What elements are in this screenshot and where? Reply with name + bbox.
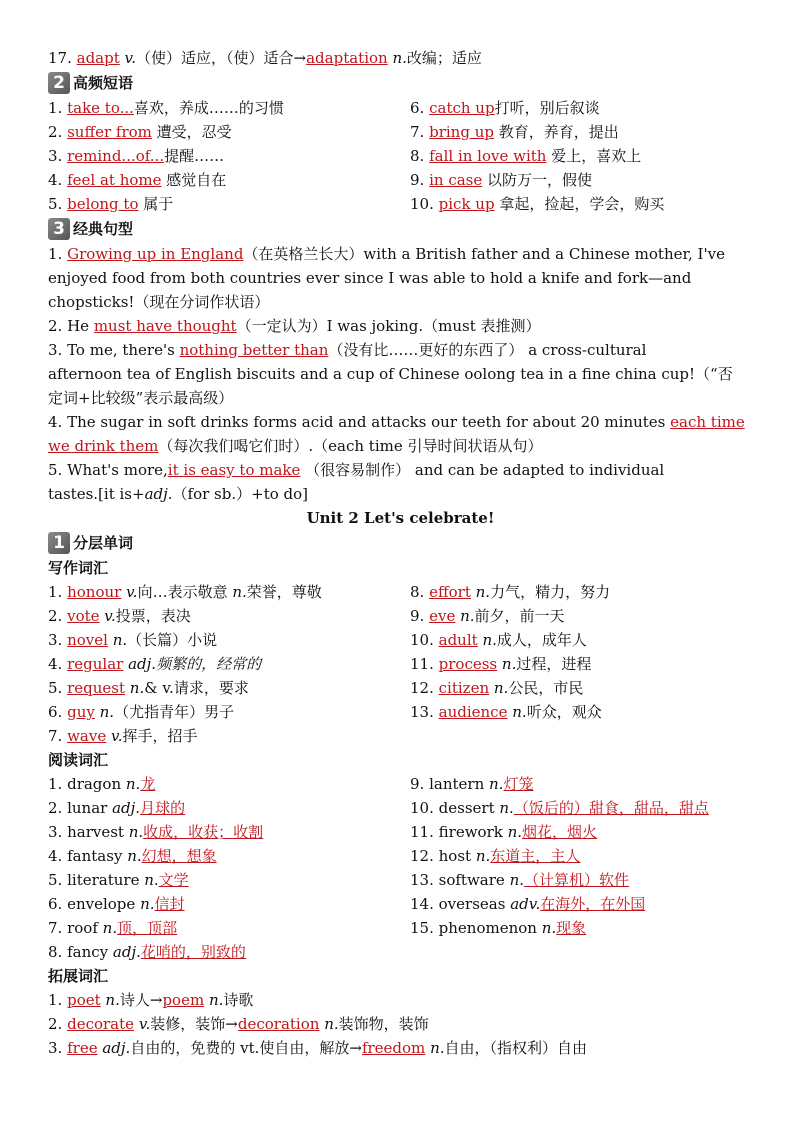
- vocab-item: [410, 892, 753, 916]
- vocab-row: [48, 772, 753, 796]
- extension-item: [48, 1012, 753, 1036]
- section-sentences-heading: [48, 216, 753, 242]
- answer-meaning: 花哨的，别致的: [140, 943, 246, 961]
- vocab-item-17: [48, 46, 753, 70]
- item-number: 4.: [48, 847, 63, 865]
- vocab-item: [48, 652, 410, 676]
- phrase-item: 10. pick up 拿起，捡起，学会，购买: [410, 195, 665, 213]
- extension-vocab-list: [48, 988, 753, 1060]
- answer-meaning: 灯笼: [503, 775, 534, 793]
- answer-word: free: [67, 1039, 98, 1057]
- part-of-speech: n.: [512, 703, 527, 721]
- answer-meaning: 收成，收获；收割: [143, 823, 264, 841]
- answer-phrase: belong to: [67, 195, 139, 213]
- part-of-speech: n.: [324, 1015, 339, 1033]
- answer-meaning: 现象: [556, 919, 587, 937]
- vocab-row: [48, 916, 753, 940]
- meaning: 向…表示敬意: [137, 583, 233, 601]
- vocab-row: [48, 892, 753, 916]
- part-of-speech: n.: [489, 775, 504, 793]
- answer-phrase: fall in love with: [429, 147, 547, 165]
- part-of-speech: n.: [144, 871, 159, 889]
- vocab-item: [48, 604, 410, 628]
- meaning: 自由的，免费的 vt.使自由，解放: [130, 1039, 350, 1057]
- answer-meaning: 顶，顶部: [117, 919, 178, 937]
- item-number: 7.: [48, 919, 63, 937]
- item-number: 5.: [48, 679, 63, 697]
- item-number: 17.: [48, 49, 72, 67]
- vocab-item: [48, 820, 410, 844]
- vocab-item: [410, 844, 753, 868]
- item-number: 2.: [48, 799, 63, 817]
- answer-meaning: （计算机）软件: [524, 871, 630, 889]
- vocab-item: [48, 676, 410, 700]
- vocab-row: [48, 796, 753, 820]
- part-of-speech: n.: [392, 49, 407, 67]
- answer-meaning: （饭后的）甜食，甜品，甜点: [513, 799, 709, 817]
- vocab-row: [48, 700, 753, 724]
- answer-word: adult: [438, 631, 478, 649]
- meaning: 过程，进程: [516, 655, 592, 673]
- phrase-item: 5. belong to 属于: [48, 195, 174, 213]
- vocab-row: [48, 868, 753, 892]
- meaning: 诗歌: [223, 991, 254, 1009]
- part-of-speech: n.: [541, 919, 557, 937]
- vocab-item: [48, 868, 410, 892]
- answer-meaning: 东道主，主人: [490, 847, 581, 865]
- vocab-word: dragon: [67, 775, 122, 793]
- phrase-list: [48, 96, 753, 216]
- answer-word: audience: [438, 703, 508, 721]
- vocab-word: overseas: [438, 895, 506, 913]
- answer-word: process: [438, 655, 498, 673]
- vocab-item: [410, 580, 753, 604]
- part-of-speech: n.: [208, 991, 224, 1009]
- answer-phrase: nothing better than: [179, 341, 329, 359]
- vocab-item: [48, 724, 410, 748]
- item-number: 9.: [410, 607, 425, 625]
- item-number: 3.: [48, 823, 63, 841]
- vocab-word: dessert: [438, 799, 495, 817]
- part-of-speech: n.: [482, 631, 497, 649]
- vocab-word: lunar: [67, 799, 108, 817]
- vocab-item: [48, 916, 410, 940]
- vocab-item: [48, 628, 410, 652]
- vocab-item: [410, 796, 753, 820]
- part-of-speech: n.: [140, 895, 155, 913]
- answer-word: wave: [67, 727, 107, 745]
- part-of-speech: adj.: [128, 655, 157, 673]
- meaning: 诗人: [119, 991, 150, 1009]
- part-of-speech: v.: [138, 1015, 151, 1033]
- vocab-item: [410, 820, 753, 844]
- phrase-item: 9. in case 以防万一，假使: [410, 171, 593, 189]
- meaning: 荣誉，尊敬: [246, 583, 322, 601]
- part-of-speech: n.: [430, 1039, 445, 1057]
- meaning: & v.请求，要求: [144, 679, 249, 697]
- writing-vocab-list: [48, 580, 753, 748]
- phrase-row: [48, 168, 753, 192]
- part-of-speech: n.: [99, 703, 115, 721]
- answer-phrase: pick up: [438, 195, 495, 213]
- part-of-speech: n.: [499, 799, 514, 817]
- part-of-speech: n.: [129, 679, 145, 697]
- vocab-item: [410, 868, 753, 892]
- part-of-speech: v.: [124, 49, 137, 67]
- part-of-speech: n.: [460, 607, 475, 625]
- part-of-speech: v.: [126, 583, 138, 601]
- answer-meaning: 信封: [154, 895, 185, 913]
- item-number: 3.: [48, 631, 63, 649]
- answer-phrase: we drink them: [48, 437, 159, 455]
- part-of-speech: v.: [111, 727, 123, 745]
- sentence-5: 5. What's more,it is easy to make （很容易制作） and can be adapted to individual tastes.[it is+adj.（for sb.）+to do]: [48, 461, 665, 503]
- meaning: 成人，成年人: [496, 631, 587, 649]
- item-number: 1.: [48, 775, 63, 793]
- reading-vocab-list: [48, 772, 753, 964]
- answer-meaning: 在海外，在外国: [540, 895, 646, 913]
- section-number-badge: 1: [48, 532, 70, 554]
- vocab-word: envelope: [67, 895, 136, 913]
- answer-word: decorate: [67, 1015, 135, 1033]
- answer-phrase: take to...: [67, 99, 134, 117]
- part-of-speech: adj.: [102, 1039, 131, 1057]
- answer-phrase: feel at home: [67, 171, 162, 189]
- meaning: 听众，观众: [526, 703, 602, 721]
- phrase-item: 6. catch up打听，别后叙谈: [410, 99, 600, 117]
- section-number-badge: 2: [48, 72, 70, 94]
- phrase-item: 4. feel at home 感觉自在: [48, 171, 227, 189]
- vocab-item: [410, 724, 753, 748]
- vocab-word: software: [438, 871, 505, 889]
- section-words-heading: [48, 530, 753, 556]
- part-of-speech: n.: [475, 847, 491, 865]
- vocab-item: [410, 628, 753, 652]
- vocab-item: [410, 940, 753, 964]
- meaning: 公民，市民: [508, 679, 584, 697]
- sentence-2: 2. He must have thought（一定认为）I was joking.（must 表推测）: [48, 317, 541, 335]
- answer-phrase: must have thought: [93, 317, 237, 335]
- item-number: 7.: [48, 727, 63, 745]
- item-number: 10.: [410, 631, 434, 649]
- item-number: 3.: [48, 1039, 63, 1057]
- part-of-speech: n.: [501, 655, 517, 673]
- item-number: 11.: [410, 823, 434, 841]
- section-number-badge: 3: [48, 218, 70, 240]
- part-of-speech: adj.: [112, 799, 141, 817]
- arrow-icon: →: [293, 49, 307, 67]
- section-title: 分层单词: [73, 534, 134, 552]
- vocab-item: [48, 940, 410, 964]
- answer-derived-word: decoration: [237, 1015, 320, 1033]
- meaning: （尤指青年）男子: [114, 703, 235, 721]
- item-number: 14.: [410, 895, 434, 913]
- phrase-row: [48, 120, 753, 144]
- vocab-item: [48, 796, 410, 820]
- meaning: （使）适应，（使）适合: [136, 49, 294, 67]
- vocab-item: [410, 676, 753, 700]
- sentence-4: 4. The sugar in soft drinks forms acid and attacks our teeth for about 20 minutes each time we drink them（每次我们喝它们时）.（each time 引导时间状语从句）: [48, 413, 745, 455]
- extension-item: [48, 988, 753, 1012]
- item-number: 4.: [48, 655, 63, 673]
- phrase-row: [48, 144, 753, 168]
- item-number: 2.: [48, 607, 63, 625]
- item-number: 13.: [410, 703, 434, 721]
- vocab-row: [48, 724, 753, 748]
- phrase-item: 2. suffer from 遭受，忍受: [48, 123, 232, 141]
- item-number: 5.: [48, 871, 63, 889]
- extension-item: [48, 1036, 753, 1060]
- phrase-row: [48, 96, 753, 120]
- answer-meaning: 幻想，想象: [141, 847, 217, 865]
- answer-phrase: in case: [429, 171, 483, 189]
- item-number: 13.: [410, 871, 434, 889]
- item-number: 12.: [410, 847, 434, 865]
- arrow-icon: →: [225, 1015, 238, 1033]
- answer-phrase: suffer from: [67, 123, 152, 141]
- meaning: 自由，（指权利）自由: [444, 1039, 588, 1057]
- vocab-item: [48, 892, 410, 916]
- arrow-icon: →: [349, 1039, 362, 1057]
- section-phrases-heading: [48, 70, 753, 96]
- phrase-row: [48, 192, 753, 216]
- vocab-word: phenomenon: [438, 919, 537, 937]
- vocab-word: host: [438, 847, 472, 865]
- subsection-writing-title: 写作词汇: [48, 559, 109, 577]
- meaning: 频繁的，经常的: [156, 655, 262, 673]
- subsection-extension-title: 拓展词汇: [48, 967, 109, 985]
- answer-phrase: remind...of...: [67, 147, 165, 165]
- vocab-item: [410, 604, 753, 628]
- answer-word: request: [67, 679, 126, 697]
- vocab-row: [48, 820, 753, 844]
- item-number: 2.: [48, 1015, 63, 1033]
- vocab-item: [48, 700, 410, 724]
- meaning: 投票，表决: [115, 607, 191, 625]
- answer-derived-word: poem: [162, 991, 205, 1009]
- vocab-word: fantasy: [67, 847, 123, 865]
- vocab-item: [48, 844, 410, 868]
- vocab-word: roof: [67, 919, 98, 937]
- answer-word: citizen: [438, 679, 490, 697]
- vocab-word: fancy: [67, 943, 109, 961]
- phrase-item: 3. remind...of...提醒……: [48, 147, 225, 165]
- part-of-speech: n.: [507, 823, 523, 841]
- vocab-row: [48, 580, 753, 604]
- part-of-speech: n.: [102, 919, 118, 937]
- item-number: 9.: [410, 775, 425, 793]
- phrase-item: 1. take to...喜欢，养成……的习惯: [48, 99, 284, 117]
- answer-word: novel: [67, 631, 108, 649]
- section-title: 高频短语: [73, 74, 134, 92]
- meaning: （长篇）小说: [127, 631, 218, 649]
- answer-meaning: 月球的: [140, 799, 186, 817]
- answer-phrase: bring up: [429, 123, 494, 141]
- part-of-speech: n.: [112, 631, 128, 649]
- answer-word: adapt: [76, 49, 120, 67]
- part-of-speech: v.: [104, 607, 116, 625]
- meaning: 挥手，招手: [122, 727, 198, 745]
- answer-meaning: 龙: [140, 775, 156, 793]
- item-number: 6.: [48, 703, 63, 721]
- item-number: 12.: [410, 679, 434, 697]
- meaning: 装饰物，装饰: [338, 1015, 429, 1033]
- meaning: 力气，精力，努力: [490, 583, 611, 601]
- part-of-speech: n.: [232, 583, 247, 601]
- item-number: 8.: [48, 943, 63, 961]
- part-of-speech: adj.: [112, 943, 141, 961]
- vocab-word: harvest: [67, 823, 124, 841]
- meaning: 改编；适应: [406, 49, 482, 67]
- phrase-item: 7. bring up 教育，养育，提出: [410, 123, 619, 141]
- answer-word: guy: [67, 703, 95, 721]
- answer-phrase: catch up: [429, 99, 495, 117]
- answer-phrase: Growing up in England: [67, 245, 244, 263]
- vocab-row: [48, 844, 753, 868]
- vocab-row: [48, 940, 753, 964]
- meaning: 装修，装饰: [150, 1015, 226, 1033]
- phrase-item: 8. fall in love with 爱上，喜欢上: [410, 147, 642, 165]
- part-of-speech: n.: [125, 775, 141, 793]
- answer-phrase: it is easy to make: [167, 461, 301, 479]
- vocab-item: [410, 700, 753, 724]
- worksheet-page: [48, 46, 753, 1060]
- vocab-row: [48, 628, 753, 652]
- vocab-item: [410, 772, 753, 796]
- item-number: 10.: [410, 799, 434, 817]
- vocab-word: lantern: [429, 775, 485, 793]
- part-of-speech: adv.: [510, 895, 541, 913]
- part-of-speech: n.: [493, 679, 509, 697]
- answer-word: honour: [67, 583, 122, 601]
- item-number: 1.: [48, 583, 63, 601]
- answer-word: vote: [67, 607, 100, 625]
- answer-meaning: 文学: [158, 871, 189, 889]
- subsection-reading-title: 阅读词汇: [48, 751, 109, 769]
- sentence-1: 1. Growing up in England（在英格兰长大）with a British father and a Chinese mother, I've enjoyed food from both countries ever since I was able to hold a knife and fork—and chopsticks!（现在分词作状语）: [48, 245, 725, 311]
- meaning: 前夕，前一天: [474, 607, 565, 625]
- vocab-row: [48, 676, 753, 700]
- answer-word: regular: [67, 655, 124, 673]
- item-number: 11.: [410, 655, 434, 673]
- part-of-speech: n.: [127, 847, 142, 865]
- answer-word: eve: [429, 607, 456, 625]
- answer-meaning: 烟花，烟火: [522, 823, 598, 841]
- answer-phrase: each time: [670, 413, 745, 431]
- answer-derived-word: freedom: [361, 1039, 426, 1057]
- vocab-row: [48, 604, 753, 628]
- part-of-speech: n.: [509, 871, 524, 889]
- item-number: 1.: [48, 991, 63, 1009]
- sentence-3: 3. To me, there's nothing better than（没有比……更好的东西了） a cross-cultural afternoon tea of English biscuits and a cup of Chinese oolong tea in a fine china cup!（“否 定词+比较级”表示最高级）: [48, 341, 733, 407]
- item-number: 8.: [410, 583, 425, 601]
- part-of-speech: n.: [475, 583, 491, 601]
- arrow-icon: →: [149, 991, 163, 1009]
- answer-word: effort: [429, 583, 471, 601]
- answer-word: poet: [67, 991, 101, 1009]
- vocab-row: [48, 652, 753, 676]
- item-number: 6.: [48, 895, 63, 913]
- section-title: 经典句型: [73, 220, 134, 238]
- vocab-word: firework: [438, 823, 503, 841]
- answer-derived-word: adaptation: [306, 49, 388, 67]
- part-of-speech: n.: [128, 823, 144, 841]
- vocab-item: [410, 652, 753, 676]
- vocab-word: literature: [67, 871, 140, 889]
- part-of-speech: n.: [105, 991, 120, 1009]
- vocab-item: [48, 772, 410, 796]
- vocab-item: [48, 580, 410, 604]
- vocab-item: [410, 916, 753, 940]
- item-number: 15.: [410, 919, 434, 937]
- unit-title: Unit 2 Let's celebrate!: [306, 509, 495, 527]
